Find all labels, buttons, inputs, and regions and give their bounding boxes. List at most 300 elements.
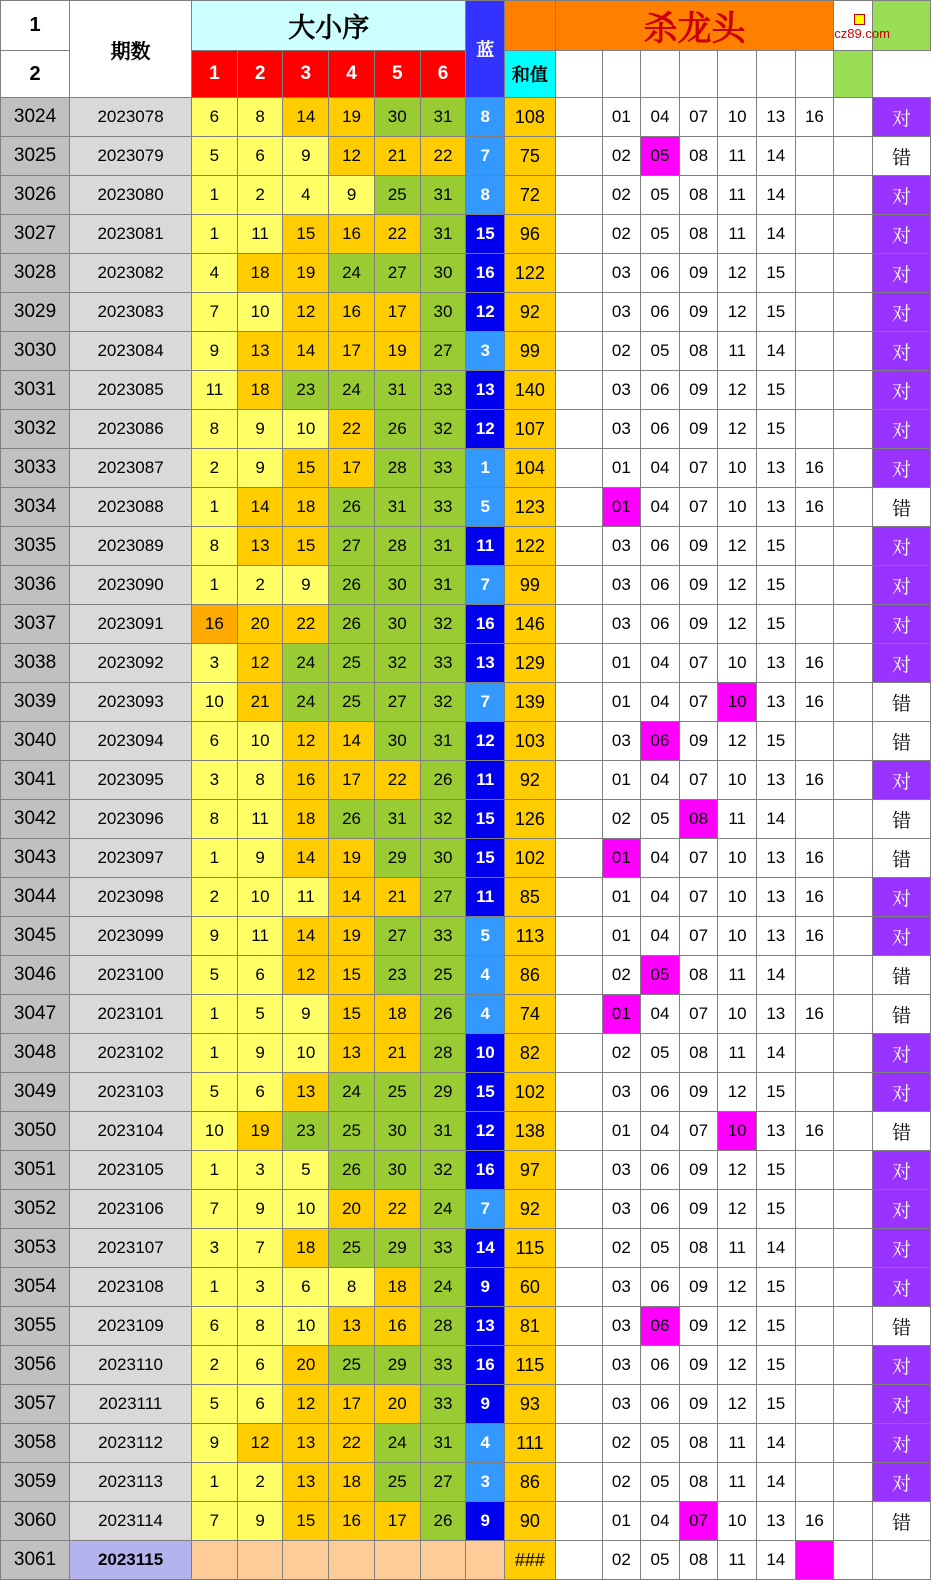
row-period[interactable]: 2023113 [70,1463,192,1502]
ball-number: 24 [329,371,375,410]
sha-number: 06 [641,1268,680,1307]
table-row [1,371,931,410]
ball-number: 10 [237,878,283,917]
ball-number: 3 [192,1229,238,1268]
ball-number: 13 [329,1307,375,1346]
blue-ball: 3 [466,1463,505,1502]
ball-number [374,1541,420,1580]
sha-gap [555,1385,602,1424]
blue-ball: 16 [466,254,505,293]
sha-number: 03 [602,527,641,566]
ball-number: 33 [420,644,466,683]
sha-number: 03 [602,722,641,761]
sha-number: 05 [641,1229,680,1268]
row-period[interactable]: 2023086 [70,410,192,449]
sha-number: 12 [718,1268,757,1307]
sha-number: 11 [718,956,757,995]
row-period[interactable]: 2023080 [70,176,192,215]
sha-empty [834,137,873,176]
sha-empty [795,176,834,215]
sha-empty [795,215,834,254]
row-period[interactable]: 2023085 [70,371,192,410]
sha-number: 10 [718,995,757,1034]
row-period[interactable]: 2023084 [70,332,192,371]
ball-number: 17 [329,761,375,800]
ball-number: 16 [329,293,375,332]
table-row [1,215,931,254]
sha-number: 03 [602,410,641,449]
sha-number: 10 [718,644,757,683]
ball-number: 30 [374,98,420,137]
sha-empty [834,1385,873,1424]
sha-empty [795,1424,834,1463]
row-period[interactable]: 2023078 [70,98,192,137]
row-index: 3041 [1,761,70,800]
table-row [1,1385,931,1424]
sha-number: 16 [795,839,834,878]
ball-number: 18 [283,488,329,527]
blue-ball: 5 [466,488,505,527]
sha-number: 02 [602,956,641,995]
result-badge: 对 [872,1268,930,1307]
ball-number: 1 [192,995,238,1034]
ball-number: 2 [192,449,238,488]
sha-gap [555,1463,602,1502]
ball-number: 33 [420,1229,466,1268]
blue-ball: 12 [466,293,505,332]
sha-gap [555,683,602,722]
sha-number: 08 [679,1541,718,1580]
row-index: 3040 [1,722,70,761]
ball-number: 30 [374,605,420,644]
ball-number: 7 [192,293,238,332]
blue-ball: 3 [466,332,505,371]
sha-empty [795,1034,834,1073]
ball-number: 25 [329,1229,375,1268]
sha-number: 14 [756,332,795,371]
row-period[interactable]: 2023098 [70,878,192,917]
row-period[interactable]: 2023089 [70,527,192,566]
ball-number: 22 [283,605,329,644]
ball-number: 27 [420,878,466,917]
sha-number: 12 [718,527,757,566]
sha-number: 01 [602,683,641,722]
sha-number: 15 [756,527,795,566]
ball-number: 9 [283,137,329,176]
row-period[interactable]: 2023090 [70,566,192,605]
ball-number: 4 [283,176,329,215]
logo-dot-icon [854,14,865,25]
header-index-1: 1 [1,1,70,51]
row-period[interactable]: 2023095 [70,761,192,800]
ball-number: 14 [283,98,329,137]
sum-value: 138 [505,1112,556,1151]
sha-number: 08 [679,176,718,215]
ball-number: 31 [374,800,420,839]
sha-number: 10 [718,1502,757,1541]
ball-number: 1 [192,176,238,215]
table-row [1,1463,931,1502]
ball-number: 16 [329,1502,375,1541]
sha-number: 09 [679,293,718,332]
ball-number: 13 [329,1034,375,1073]
row-period[interactable]: 2023092 [70,644,192,683]
sha-number: 15 [756,1190,795,1229]
sha-gap [555,1541,602,1580]
sha-number: 14 [756,1541,795,1580]
sha-number: 03 [602,1190,641,1229]
sha-number: 15 [756,566,795,605]
ball-number: 9 [237,410,283,449]
ball-number: 13 [237,332,283,371]
result-badge: 错 [872,683,930,722]
sha-number: 12 [718,605,757,644]
sha-number: 15 [756,1268,795,1307]
sha-number: 09 [679,605,718,644]
ball-number: 23 [283,1112,329,1151]
ball-number: 9 [237,1034,283,1073]
ball-number: 10 [192,683,238,722]
table-row [1,839,931,878]
sha-number: 15 [756,1151,795,1190]
ball-number: 17 [329,1385,375,1424]
ball-number: 24 [283,683,329,722]
sha-gap [555,722,602,761]
header-sha-longtou: 杀龙头 [555,1,833,51]
sha-gap [555,1424,602,1463]
header-spacer-2 [602,51,641,98]
sha-gap [555,566,602,605]
ball-number: 25 [420,956,466,995]
result-badge: 对 [872,449,930,488]
sha-number: 03 [602,1268,641,1307]
sha-gap [555,410,602,449]
sha-empty [834,98,873,137]
sum-value: 99 [505,332,556,371]
sha-gap [555,1502,602,1541]
row-index: 3028 [1,254,70,293]
row-period[interactable]: 2023105 [70,1151,192,1190]
ball-number: 22 [374,1190,420,1229]
ball-number: 20 [283,1346,329,1385]
sha-empty [795,254,834,293]
sha-number: 03 [602,566,641,605]
sha-number: 14 [756,215,795,254]
row-period[interactable]: 2023079 [70,137,192,176]
header-spacer-6 [756,51,795,98]
sha-number: 15 [756,371,795,410]
result-badge: 错 [872,488,930,527]
ball-number: 6 [192,1307,238,1346]
row-period[interactable]: 2023108 [70,1268,192,1307]
sha-number: 06 [641,293,680,332]
row-index: 3031 [1,371,70,410]
row-index: 3049 [1,1073,70,1112]
ball-number: 29 [374,1229,420,1268]
ball-number: 7 [192,1502,238,1541]
result-badge: 错 [872,800,930,839]
sha-number-hit: 10 [718,1112,757,1151]
sha-number: 09 [679,722,718,761]
sha-empty [795,1346,834,1385]
ball-number: 25 [329,1112,375,1151]
sha-number: 11 [718,1541,757,1580]
row-index: 3026 [1,176,70,215]
sum-value: 92 [505,293,556,332]
row-index: 3057 [1,1385,70,1424]
sha-number: 13 [756,761,795,800]
sha-number: 13 [756,1112,795,1151]
ball-number: 30 [420,254,466,293]
result-badge: 错 [872,1502,930,1541]
row-period[interactable]: 2023104 [70,1112,192,1151]
sha-gap [555,332,602,371]
sha-empty [834,215,873,254]
sha-number: 06 [641,1190,680,1229]
row-period[interactable]: 2023115 [70,1541,192,1580]
sha-gap [555,1112,602,1151]
ball-number: 33 [420,449,466,488]
result-badge: 对 [872,644,930,683]
sha-empty [834,1541,873,1580]
sha-empty [834,1034,873,1073]
ball-number: 22 [374,215,420,254]
sha-number: 04 [641,98,680,137]
table-row [1,722,931,761]
sha-empty [834,566,873,605]
row-index: 3038 [1,644,70,683]
ball-number: 31 [420,527,466,566]
sum-value: 139 [505,683,556,722]
sha-empty [795,1229,834,1268]
ball-number: 30 [374,1112,420,1151]
row-period[interactable]: 2023106 [70,1190,192,1229]
sha-number: 08 [679,956,718,995]
row-period[interactable]: 2023082 [70,254,192,293]
ball-number: 31 [374,371,420,410]
ball-number: 32 [420,683,466,722]
sum-value: 97 [505,1151,556,1190]
result-badge: 对 [872,176,930,215]
row-period[interactable]: 2023083 [70,293,192,332]
ball-number: 33 [420,1385,466,1424]
result-badge: 对 [872,98,930,137]
table-row [1,878,931,917]
sha-gap [555,527,602,566]
ball-number: 18 [374,995,420,1034]
row-index: 3046 [1,956,70,995]
blue-ball: 16 [466,1346,505,1385]
row-period[interactable]: 2023101 [70,995,192,1034]
row-index: 3035 [1,527,70,566]
ball-number: 27 [420,1463,466,1502]
sha-number: 11 [718,137,757,176]
sha-number: 16 [795,449,834,488]
ball-number: 24 [374,1424,420,1463]
sum-value: 85 [505,878,556,917]
row-period[interactable]: 2023107 [70,1229,192,1268]
row-period[interactable]: 2023094 [70,722,192,761]
row-index: 3037 [1,605,70,644]
row-period[interactable]: 2023110 [70,1346,192,1385]
ball-number: 31 [420,1424,466,1463]
row-index: 3052 [1,1190,70,1229]
row-index: 3036 [1,566,70,605]
sha-pending-marker [795,1541,834,1580]
sha-number: 12 [718,1190,757,1229]
sha-number: 09 [679,1073,718,1112]
header-ball-4: 4 [329,51,375,98]
ball-number: 2 [192,878,238,917]
ball-number: 20 [329,1190,375,1229]
table-row [1,761,931,800]
sha-number: 08 [679,1424,718,1463]
ball-number: 24 [420,1190,466,1229]
table-row [1,1229,931,1268]
ball-number: 25 [329,644,375,683]
row-period[interactable]: 2023093 [70,683,192,722]
sha-number: 14 [756,176,795,215]
ball-number: 12 [283,1385,329,1424]
ball-number: 8 [192,800,238,839]
sha-empty [834,683,873,722]
ball-number: 27 [329,527,375,566]
ball-number: 4 [192,254,238,293]
sha-gap [555,839,602,878]
ball-number: 22 [329,410,375,449]
ball-number: 15 [329,956,375,995]
sha-empty [834,371,873,410]
ball-number: 11 [237,215,283,254]
sha-number: 16 [795,1502,834,1541]
sha-number: 03 [602,1385,641,1424]
sha-number: 09 [679,410,718,449]
sha-gap [555,1307,602,1346]
header-blue: 蓝 [466,1,505,98]
row-period[interactable]: 2023103 [70,1073,192,1112]
sha-empty [834,839,873,878]
sum-value: 107 [505,410,556,449]
ball-number: 27 [420,332,466,371]
row-period[interactable]: 2023088 [70,488,192,527]
row-period[interactable]: 2023087 [70,449,192,488]
sha-number: 02 [602,137,641,176]
blue-ball: 12 [466,1112,505,1151]
sha-number: 07 [679,839,718,878]
header-spacer-3 [641,51,680,98]
blue-ball: 15 [466,839,505,878]
ball-number: 25 [374,176,420,215]
row-index: 3043 [1,839,70,878]
ball-number: 24 [420,1268,466,1307]
sha-number: 06 [641,566,680,605]
table-row [1,1424,931,1463]
row-index: 3027 [1,215,70,254]
ball-number: 6 [237,137,283,176]
sum-value: 104 [505,449,556,488]
row-period[interactable]: 2023081 [70,215,192,254]
header-spacer-1 [555,51,602,98]
sha-number: 06 [641,527,680,566]
sha-empty [834,956,873,995]
sum-value: 96 [505,215,556,254]
sha-gap [555,761,602,800]
row-period[interactable]: 2023091 [70,605,192,644]
row-period[interactable]: 2023099 [70,917,192,956]
sha-number: 04 [641,761,680,800]
sha-empty [834,917,873,956]
row-period[interactable]: 2023112 [70,1424,192,1463]
row-period[interactable]: 2023114 [70,1502,192,1541]
row-period[interactable]: 2023102 [70,1034,192,1073]
sum-value: 102 [505,1073,556,1112]
result-badge: 对 [872,761,930,800]
sum-value: 123 [505,488,556,527]
sum-value: 99 [505,566,556,605]
sha-number: 13 [756,1502,795,1541]
ball-number: 9 [237,839,283,878]
row-index: 3047 [1,995,70,1034]
ball-number: 1 [192,1268,238,1307]
header-ball-2: 2 [237,51,283,98]
sha-number: 14 [756,1229,795,1268]
sha-empty [795,1463,834,1502]
row-period[interactable]: 2023100 [70,956,192,995]
sha-number: 07 [679,683,718,722]
sha-number-hit: 01 [602,488,641,527]
sha-number: 04 [641,839,680,878]
ball-number: 22 [374,761,420,800]
ball-number: 2 [192,1346,238,1385]
ball-number: 31 [420,1112,466,1151]
ball-number: 30 [374,722,420,761]
sum-value: 72 [505,176,556,215]
result-badge: 对 [872,215,930,254]
ball-number: 11 [237,917,283,956]
blue-ball: 9 [466,1268,505,1307]
row-period[interactable]: 2023111 [70,1385,192,1424]
ball-number: 14 [329,722,375,761]
ball-number: 5 [237,995,283,1034]
blue-ball: 8 [466,176,505,215]
ball-number: 22 [329,1424,375,1463]
result-badge: 对 [872,1346,930,1385]
blue-ball: 5 [466,917,505,956]
row-period[interactable]: 2023097 [70,839,192,878]
row-period[interactable]: 2023096 [70,800,192,839]
ball-number: 28 [420,1034,466,1073]
sha-number: 04 [641,644,680,683]
sha-number: 12 [718,293,757,332]
ball-number: 9 [237,1190,283,1229]
ball-number: 31 [420,215,466,254]
ball-number [420,1541,466,1580]
sha-number: 02 [602,332,641,371]
table-row [1,254,931,293]
row-index: 3024 [1,98,70,137]
ball-number: 28 [420,1307,466,1346]
sha-number: 04 [641,995,680,1034]
sha-empty [834,878,873,917]
blue-ball: 7 [466,683,505,722]
sum-value: 146 [505,605,556,644]
ball-number: 11 [283,878,329,917]
sha-gap [555,1229,602,1268]
sha-empty [795,371,834,410]
sha-number: 15 [756,1385,795,1424]
sha-number: 12 [718,1346,757,1385]
row-period[interactable]: 2023109 [70,1307,192,1346]
